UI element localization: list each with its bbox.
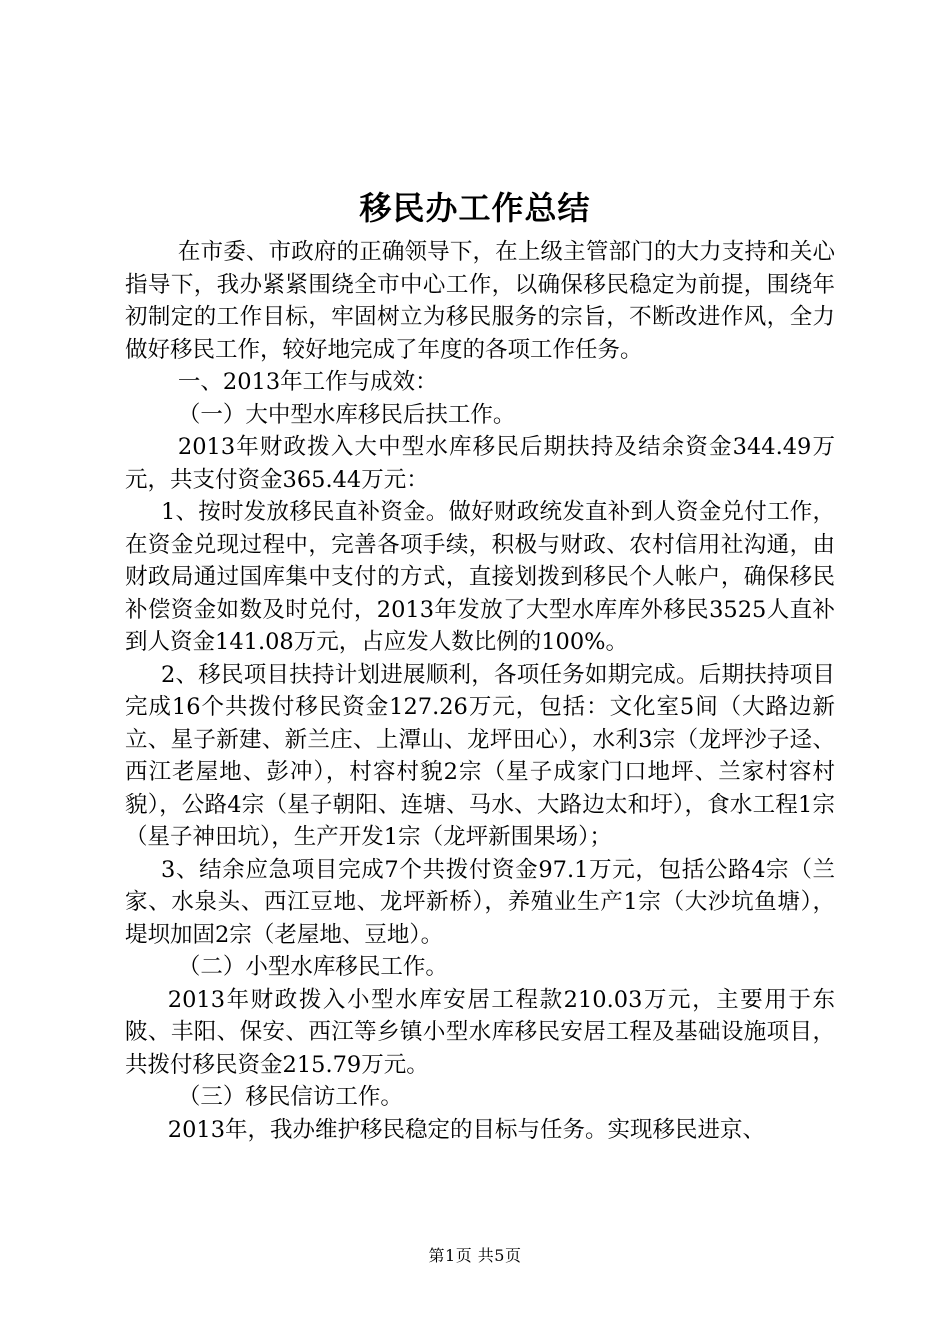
subsection-heading-3: （三）移民信访工作。 <box>177 1084 403 1110</box>
subsection-heading-1: （一）大中型水库移民后扶工作。 <box>177 401 516 428</box>
document-body <box>125 236 835 1146</box>
petition-paragraph: 2013年，我办维护移民稳定的目标与任务。实现移民进京、 <box>167 1116 766 1143</box>
document-title: 移民办工作总结 <box>359 189 591 227</box>
funding-paragraph-1: 2013年财政拨入大中型水库移民后期扶持及结余资金344.49万元，共支付资金365.44万元： <box>125 434 835 493</box>
item-paragraph-3: 3、结余应急项目完成7个共拨付资金97.1万元，包括公路4宗（兰家、水泉头、西江豆地、龙坪新桥），养殖业生产1宗（大沙坑鱼塘），堤坝加固2宗（老屋地、豆地）。 <box>125 856 835 948</box>
item-paragraph-2: 2、移民项目扶持计划进展顺利，各项任务如期完成。后期扶持项目完成16个共拨付移民资金127.26万元，包括：文化室5间（大路边新立、星子新建、新兰庄、上潭山、龙坪田心），水利3宗（龙坪沙子迳、西江老屋地、彭冲），村容村貌2宗（星子成家门口地坪、兰家村容村貌），公路4宗（星子朝阳、连塘、马水、大路边太和圩），食水工程1宗（星子神田坑），生产开发1宗（龙坪新围果场）； <box>125 661 835 850</box>
item-paragraph-1: 1、按时发放移民直补资金。做好财政统发直补到人资金兑付工作，在资金兑现过程中，完善各项手续，积极与财政、农村信用社沟通，由财政局通过国库集中支付的方式，直接划拨到移民个人帐户，确保移民补偿资金如数及时兑付，2013年发放了大型水库库外移民3525人直补到人资金141.08万元，占应发人数比例的100%。 <box>125 499 835 655</box>
section-heading-1: 一、2013年工作与成效： <box>177 369 438 395</box>
intro-paragraph: 在市委、市政府的正确领导下，在上级主管部门的大力支持和关心指导下，我办紧紧围绕全市中心工作，以确保移民稳定为前提，围绕年初制定的工作目标，牢固树立为移民服务的宗旨，不断改进作风，全力做好移民工作，较好地完成了年度的各项工作任务。 <box>125 239 835 363</box>
subsection-heading-2: （二）小型水库移民工作。 <box>177 954 448 980</box>
page-footer: 第1页 共5页 <box>428 1246 522 1265</box>
funding-paragraph-2: 2013年财政拨入小型水库安居工程款210.03万元，主要用于东陂、丰阳、保安、西江等乡镇小型水库移民安居工程及基础设施项目，共拨付移民资金215.79万元。 <box>125 986 835 1078</box>
